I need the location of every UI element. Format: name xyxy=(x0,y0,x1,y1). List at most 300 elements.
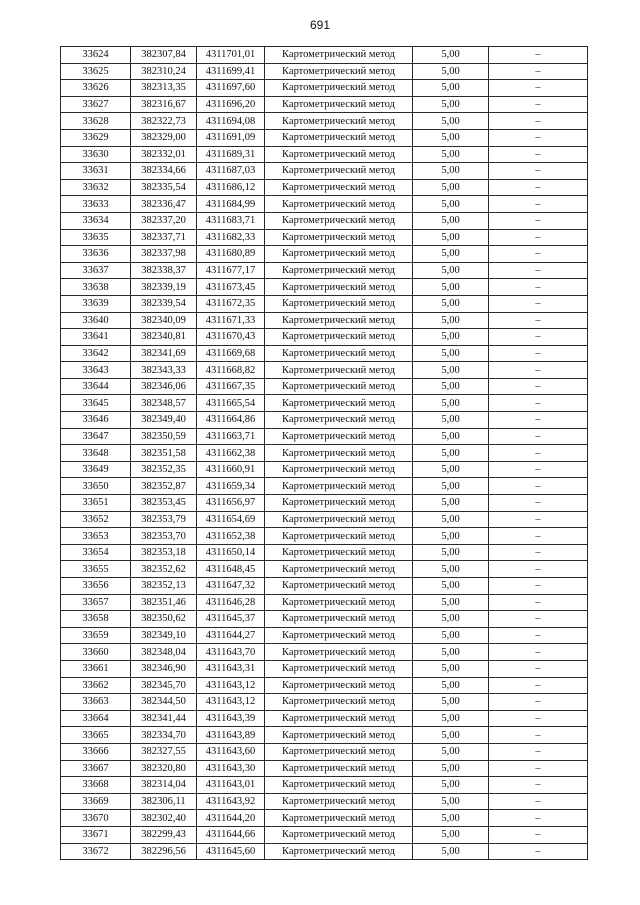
point-number-cell: 33628 xyxy=(61,113,131,130)
method-cell: Картометрический метод xyxy=(265,694,413,711)
x-coordinate-cell: 382343,33 xyxy=(131,362,197,379)
y-coordinate-cell: 4311689,31 xyxy=(197,146,265,163)
table-row xyxy=(61,412,588,429)
point-number-cell: 33645 xyxy=(61,395,131,412)
accuracy-cell: 5,00 xyxy=(413,528,489,545)
method-cell: Картометрический метод xyxy=(265,528,413,545)
accuracy-cell: 5,00 xyxy=(413,146,489,163)
accuracy-cell: 5,00 xyxy=(413,743,489,760)
point-number-cell: 33659 xyxy=(61,627,131,644)
point-number-cell: 33634 xyxy=(61,212,131,229)
method-cell: Картометрический метод xyxy=(265,163,413,180)
y-coordinate-cell: 4311643,60 xyxy=(197,743,265,760)
point-number-cell: 33639 xyxy=(61,295,131,312)
description-cell: – xyxy=(489,677,588,694)
accuracy-cell: 5,00 xyxy=(413,594,489,611)
table-row xyxy=(61,295,588,312)
table-row xyxy=(61,627,588,644)
table-row xyxy=(61,196,588,213)
description-cell: – xyxy=(489,113,588,130)
description-cell: – xyxy=(489,362,588,379)
x-coordinate-cell: 382346,90 xyxy=(131,660,197,677)
accuracy-cell: 5,00 xyxy=(413,677,489,694)
description-cell: – xyxy=(489,611,588,628)
y-coordinate-cell: 4311643,89 xyxy=(197,727,265,744)
x-coordinate-cell: 382334,70 xyxy=(131,727,197,744)
point-number-cell: 33646 xyxy=(61,412,131,429)
table-row xyxy=(61,246,588,263)
point-number-cell: 33635 xyxy=(61,229,131,246)
y-coordinate-cell: 4311672,35 xyxy=(197,295,265,312)
x-coordinate-cell: 382353,79 xyxy=(131,511,197,528)
x-coordinate-cell: 382316,67 xyxy=(131,96,197,113)
point-number-cell: 33666 xyxy=(61,743,131,760)
table-row xyxy=(61,129,588,146)
description-cell: – xyxy=(489,412,588,429)
description-cell: – xyxy=(489,295,588,312)
x-coordinate-cell: 382334,66 xyxy=(131,163,197,180)
x-coordinate-cell: 382299,43 xyxy=(131,826,197,843)
table-row xyxy=(61,843,588,860)
table-row xyxy=(61,544,588,561)
accuracy-cell: 5,00 xyxy=(413,561,489,578)
table-row xyxy=(61,312,588,329)
description-cell: – xyxy=(489,229,588,246)
description-cell: – xyxy=(489,196,588,213)
y-coordinate-cell: 4311697,60 xyxy=(197,80,265,97)
x-coordinate-cell: 382306,11 xyxy=(131,793,197,810)
x-coordinate-cell: 382352,35 xyxy=(131,461,197,478)
method-cell: Картометрический метод xyxy=(265,362,413,379)
point-number-cell: 33650 xyxy=(61,478,131,495)
point-number-cell: 33649 xyxy=(61,461,131,478)
accuracy-cell: 5,00 xyxy=(413,329,489,346)
accuracy-cell: 5,00 xyxy=(413,826,489,843)
method-cell: Картометрический метод xyxy=(265,80,413,97)
y-coordinate-cell: 4311644,20 xyxy=(197,810,265,827)
y-coordinate-cell: 4311643,12 xyxy=(197,694,265,711)
method-cell: Картометрический метод xyxy=(265,760,413,777)
method-cell: Картометрический метод xyxy=(265,544,413,561)
table-row xyxy=(61,445,588,462)
x-coordinate-cell: 382351,58 xyxy=(131,445,197,462)
accuracy-cell: 5,00 xyxy=(413,163,489,180)
x-coordinate-cell: 382339,19 xyxy=(131,279,197,296)
table-row xyxy=(61,694,588,711)
method-cell: Картометрический метод xyxy=(265,63,413,80)
table-row xyxy=(61,478,588,495)
point-number-cell: 33655 xyxy=(61,561,131,578)
x-coordinate-cell: 382337,20 xyxy=(131,212,197,229)
accuracy-cell: 5,00 xyxy=(413,461,489,478)
accuracy-cell: 5,00 xyxy=(413,760,489,777)
y-coordinate-cell: 4311686,12 xyxy=(197,179,265,196)
table-row xyxy=(61,229,588,246)
point-number-cell: 33629 xyxy=(61,129,131,146)
point-number-cell: 33662 xyxy=(61,677,131,694)
x-coordinate-cell: 382310,24 xyxy=(131,63,197,80)
table-row xyxy=(61,511,588,528)
y-coordinate-cell: 4311647,32 xyxy=(197,578,265,595)
method-cell: Картометрический метод xyxy=(265,627,413,644)
table-row xyxy=(61,743,588,760)
table-row xyxy=(61,179,588,196)
point-number-cell: 33624 xyxy=(61,47,131,64)
description-cell: – xyxy=(489,511,588,528)
accuracy-cell: 5,00 xyxy=(413,777,489,794)
accuracy-cell: 5,00 xyxy=(413,80,489,97)
y-coordinate-cell: 4311673,45 xyxy=(197,279,265,296)
point-number-cell: 33632 xyxy=(61,179,131,196)
y-coordinate-cell: 4311665,54 xyxy=(197,395,265,412)
y-coordinate-cell: 4311684,99 xyxy=(197,196,265,213)
y-coordinate-cell: 4311682,33 xyxy=(197,229,265,246)
table-row xyxy=(61,561,588,578)
point-number-cell: 33653 xyxy=(61,528,131,545)
point-number-cell: 33672 xyxy=(61,843,131,860)
point-number-cell: 33631 xyxy=(61,163,131,180)
description-cell: – xyxy=(489,262,588,279)
y-coordinate-cell: 4311643,01 xyxy=(197,777,265,794)
x-coordinate-cell: 382352,13 xyxy=(131,578,197,595)
point-number-cell: 33668 xyxy=(61,777,131,794)
method-cell: Картометрический метод xyxy=(265,329,413,346)
table-row xyxy=(61,760,588,777)
description-cell: – xyxy=(489,826,588,843)
accuracy-cell: 5,00 xyxy=(413,96,489,113)
x-coordinate-cell: 382336,47 xyxy=(131,196,197,213)
table-row xyxy=(61,677,588,694)
x-coordinate-cell: 382322,73 xyxy=(131,113,197,130)
description-cell: – xyxy=(489,627,588,644)
table-row xyxy=(61,345,588,362)
x-coordinate-cell: 382338,37 xyxy=(131,262,197,279)
y-coordinate-cell: 4311663,71 xyxy=(197,428,265,445)
accuracy-cell: 5,00 xyxy=(413,727,489,744)
method-cell: Картометрический метод xyxy=(265,96,413,113)
accuracy-cell: 5,00 xyxy=(413,660,489,677)
point-number-cell: 33638 xyxy=(61,279,131,296)
description-cell: – xyxy=(489,727,588,744)
x-coordinate-cell: 382302,40 xyxy=(131,810,197,827)
point-number-cell: 33665 xyxy=(61,727,131,744)
method-cell: Картометрический метод xyxy=(265,660,413,677)
description-cell: – xyxy=(489,594,588,611)
method-cell: Картометрический метод xyxy=(265,826,413,843)
x-coordinate-cell: 382341,44 xyxy=(131,710,197,727)
method-cell: Картометрический метод xyxy=(265,777,413,794)
description-cell: – xyxy=(489,63,588,80)
point-number-cell: 33648 xyxy=(61,445,131,462)
x-coordinate-cell: 382335,54 xyxy=(131,179,197,196)
table-row xyxy=(61,777,588,794)
description-cell: – xyxy=(489,279,588,296)
y-coordinate-cell: 4311643,70 xyxy=(197,644,265,661)
point-number-cell: 33660 xyxy=(61,644,131,661)
method-cell: Картометрический метод xyxy=(265,578,413,595)
y-coordinate-cell: 4311680,89 xyxy=(197,246,265,263)
description-cell: – xyxy=(489,810,588,827)
x-coordinate-cell: 382350,59 xyxy=(131,428,197,445)
y-coordinate-cell: 4311652,38 xyxy=(197,528,265,545)
table-row xyxy=(61,63,588,80)
table-row xyxy=(61,461,588,478)
accuracy-cell: 5,00 xyxy=(413,710,489,727)
accuracy-cell: 5,00 xyxy=(413,478,489,495)
y-coordinate-cell: 4311699,41 xyxy=(197,63,265,80)
y-coordinate-cell: 4311650,14 xyxy=(197,544,265,561)
x-coordinate-cell: 382307,84 xyxy=(131,47,197,64)
x-coordinate-cell: 382337,71 xyxy=(131,229,197,246)
point-number-cell: 33669 xyxy=(61,793,131,810)
point-number-cell: 33664 xyxy=(61,710,131,727)
method-cell: Картометрический метод xyxy=(265,495,413,512)
table-row xyxy=(61,362,588,379)
description-cell: – xyxy=(489,544,588,561)
point-number-cell: 33642 xyxy=(61,345,131,362)
description-cell: – xyxy=(489,694,588,711)
y-coordinate-cell: 4311691,09 xyxy=(197,129,265,146)
x-coordinate-cell: 382337,98 xyxy=(131,246,197,263)
description-cell: – xyxy=(489,80,588,97)
description-cell: – xyxy=(489,129,588,146)
table-row xyxy=(61,644,588,661)
x-coordinate-cell: 382348,57 xyxy=(131,395,197,412)
y-coordinate-cell: 4311660,91 xyxy=(197,461,265,478)
y-coordinate-cell: 4311671,33 xyxy=(197,312,265,329)
accuracy-cell: 5,00 xyxy=(413,246,489,263)
method-cell: Картометрический метод xyxy=(265,229,413,246)
y-coordinate-cell: 4311683,71 xyxy=(197,212,265,229)
method-cell: Картометрический метод xyxy=(265,810,413,827)
x-coordinate-cell: 382345,70 xyxy=(131,677,197,694)
accuracy-cell: 5,00 xyxy=(413,793,489,810)
method-cell: Картометрический метод xyxy=(265,295,413,312)
accuracy-cell: 5,00 xyxy=(413,544,489,561)
description-cell: – xyxy=(489,660,588,677)
method-cell: Картометрический метод xyxy=(265,246,413,263)
description-cell: – xyxy=(489,578,588,595)
accuracy-cell: 5,00 xyxy=(413,694,489,711)
method-cell: Картометрический метод xyxy=(265,710,413,727)
y-coordinate-cell: 4311667,35 xyxy=(197,378,265,395)
point-number-cell: 33658 xyxy=(61,611,131,628)
point-number-cell: 33637 xyxy=(61,262,131,279)
accuracy-cell: 5,00 xyxy=(413,63,489,80)
x-coordinate-cell: 382350,62 xyxy=(131,611,197,628)
description-cell: – xyxy=(489,96,588,113)
table-row xyxy=(61,660,588,677)
description-cell: – xyxy=(489,312,588,329)
description-cell: – xyxy=(489,246,588,263)
accuracy-cell: 5,00 xyxy=(413,212,489,229)
method-cell: Картометрический метод xyxy=(265,611,413,628)
y-coordinate-cell: 4311662,38 xyxy=(197,445,265,462)
description-cell: – xyxy=(489,644,588,661)
table-row xyxy=(61,428,588,445)
accuracy-cell: 5,00 xyxy=(413,196,489,213)
description-cell: – xyxy=(489,428,588,445)
method-cell: Картометрический метод xyxy=(265,312,413,329)
method-cell: Картометрический метод xyxy=(265,412,413,429)
description-cell: – xyxy=(489,710,588,727)
y-coordinate-cell: 4311656,97 xyxy=(197,495,265,512)
method-cell: Картометрический метод xyxy=(265,279,413,296)
table-row xyxy=(61,212,588,229)
y-coordinate-cell: 4311643,31 xyxy=(197,660,265,677)
y-coordinate-cell: 4311677,17 xyxy=(197,262,265,279)
description-cell: – xyxy=(489,760,588,777)
method-cell: Картометрический метод xyxy=(265,677,413,694)
x-coordinate-cell: 382339,54 xyxy=(131,295,197,312)
x-coordinate-cell: 382348,04 xyxy=(131,644,197,661)
x-coordinate-cell: 382320,80 xyxy=(131,760,197,777)
method-cell: Картометрический метод xyxy=(265,594,413,611)
description-cell: – xyxy=(489,329,588,346)
description-cell: – xyxy=(489,793,588,810)
x-coordinate-cell: 382352,62 xyxy=(131,561,197,578)
description-cell: – xyxy=(489,561,588,578)
method-cell: Картометрический метод xyxy=(265,146,413,163)
y-coordinate-cell: 4311694,08 xyxy=(197,113,265,130)
y-coordinate-cell: 4311644,27 xyxy=(197,627,265,644)
point-number-cell: 33627 xyxy=(61,96,131,113)
method-cell: Картометрический метод xyxy=(265,378,413,395)
x-coordinate-cell: 382340,81 xyxy=(131,329,197,346)
coordinates-table-body xyxy=(61,47,588,860)
table-row xyxy=(61,793,588,810)
x-coordinate-cell: 382353,18 xyxy=(131,544,197,561)
accuracy-cell: 5,00 xyxy=(413,495,489,512)
table-row xyxy=(61,594,588,611)
x-coordinate-cell: 382314,04 xyxy=(131,777,197,794)
x-coordinate-cell: 382329,00 xyxy=(131,129,197,146)
point-number-cell: 33657 xyxy=(61,594,131,611)
x-coordinate-cell: 382349,10 xyxy=(131,627,197,644)
y-coordinate-cell: 4311664,86 xyxy=(197,412,265,429)
point-number-cell: 33636 xyxy=(61,246,131,263)
x-coordinate-cell: 382346,06 xyxy=(131,378,197,395)
method-cell: Картометрический метод xyxy=(265,262,413,279)
point-number-cell: 33625 xyxy=(61,63,131,80)
y-coordinate-cell: 4311646,28 xyxy=(197,594,265,611)
table-row xyxy=(61,47,588,64)
accuracy-cell: 5,00 xyxy=(413,47,489,64)
table-row xyxy=(61,826,588,843)
x-coordinate-cell: 382349,40 xyxy=(131,412,197,429)
table-row xyxy=(61,80,588,97)
table-row xyxy=(61,146,588,163)
accuracy-cell: 5,00 xyxy=(413,578,489,595)
x-coordinate-cell: 382332,01 xyxy=(131,146,197,163)
x-coordinate-cell: 382353,70 xyxy=(131,528,197,545)
method-cell: Картометрический метод xyxy=(265,129,413,146)
table-row xyxy=(61,163,588,180)
accuracy-cell: 5,00 xyxy=(413,445,489,462)
point-number-cell: 33633 xyxy=(61,196,131,213)
method-cell: Картометрический метод xyxy=(265,461,413,478)
table-row xyxy=(61,611,588,628)
y-coordinate-cell: 4311648,45 xyxy=(197,561,265,578)
description-cell: – xyxy=(489,395,588,412)
point-number-cell: 33671 xyxy=(61,826,131,843)
accuracy-cell: 5,00 xyxy=(413,511,489,528)
table-row xyxy=(61,578,588,595)
y-coordinate-cell: 4311645,37 xyxy=(197,611,265,628)
table-row xyxy=(61,96,588,113)
accuracy-cell: 5,00 xyxy=(413,129,489,146)
accuracy-cell: 5,00 xyxy=(413,312,489,329)
page-number: 691 xyxy=(309,18,331,32)
point-number-cell: 33626 xyxy=(61,80,131,97)
y-coordinate-cell: 4311643,30 xyxy=(197,760,265,777)
method-cell: Картометрический метод xyxy=(265,478,413,495)
table-row xyxy=(61,810,588,827)
table-row xyxy=(61,727,588,744)
description-cell: – xyxy=(489,743,588,760)
method-cell: Картометрический метод xyxy=(265,644,413,661)
y-coordinate-cell: 4311643,12 xyxy=(197,677,265,694)
description-cell: – xyxy=(489,445,588,462)
accuracy-cell: 5,00 xyxy=(413,412,489,429)
y-coordinate-cell: 4311668,82 xyxy=(197,362,265,379)
accuracy-cell: 5,00 xyxy=(413,395,489,412)
method-cell: Картометрический метод xyxy=(265,395,413,412)
y-coordinate-cell: 4311669,68 xyxy=(197,345,265,362)
description-cell: – xyxy=(489,478,588,495)
table-row xyxy=(61,378,588,395)
y-coordinate-cell: 4311654,69 xyxy=(197,511,265,528)
method-cell: Картометрический метод xyxy=(265,511,413,528)
table-row xyxy=(61,528,588,545)
table-row xyxy=(61,395,588,412)
x-coordinate-cell: 382313,35 xyxy=(131,80,197,97)
y-coordinate-cell: 4311643,39 xyxy=(197,710,265,727)
description-cell: – xyxy=(489,163,588,180)
table-row xyxy=(61,329,588,346)
description-cell: – xyxy=(489,345,588,362)
x-coordinate-cell: 382353,45 xyxy=(131,495,197,512)
method-cell: Картометрический метод xyxy=(265,113,413,130)
accuracy-cell: 5,00 xyxy=(413,843,489,860)
accuracy-cell: 5,00 xyxy=(413,378,489,395)
accuracy-cell: 5,00 xyxy=(413,810,489,827)
table-row xyxy=(61,262,588,279)
table-row xyxy=(61,113,588,130)
point-number-cell: 33651 xyxy=(61,495,131,512)
point-number-cell: 33661 xyxy=(61,660,131,677)
method-cell: Картометрический метод xyxy=(265,561,413,578)
point-number-cell: 33647 xyxy=(61,428,131,445)
accuracy-cell: 5,00 xyxy=(413,627,489,644)
method-cell: Картометрический метод xyxy=(265,345,413,362)
method-cell: Картометрический метод xyxy=(265,428,413,445)
description-cell: – xyxy=(489,179,588,196)
description-cell: – xyxy=(489,528,588,545)
accuracy-cell: 5,00 xyxy=(413,345,489,362)
x-coordinate-cell: 382296,56 xyxy=(131,843,197,860)
coordinates-table xyxy=(60,46,588,860)
method-cell: Картометрический метод xyxy=(265,445,413,462)
y-coordinate-cell: 4311687,03 xyxy=(197,163,265,180)
accuracy-cell: 5,00 xyxy=(413,644,489,661)
method-cell: Картометрический метод xyxy=(265,743,413,760)
x-coordinate-cell: 382341,69 xyxy=(131,345,197,362)
method-cell: Картометрический метод xyxy=(265,47,413,64)
accuracy-cell: 5,00 xyxy=(413,362,489,379)
method-cell: Картометрический метод xyxy=(265,179,413,196)
point-number-cell: 33670 xyxy=(61,810,131,827)
